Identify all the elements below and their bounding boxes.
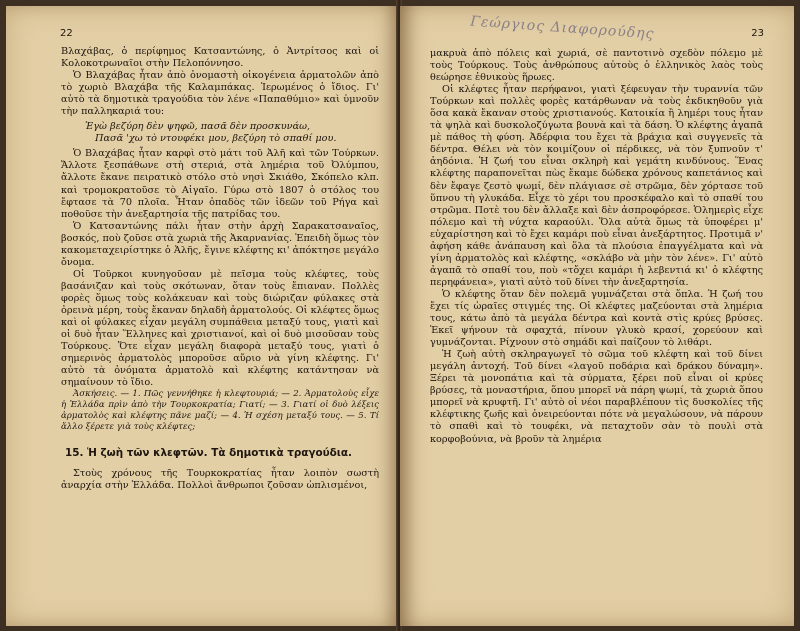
- page-number-left: 22: [60, 28, 73, 39]
- paragraph: Ἡ ζωὴ αὐτὴ σκληραγωγεῖ τὸ σῶμα τοῦ κλέφτη καὶ τοῦ δίνει μεγάλη ἀντοχή. Τοῦ δίνει «λαγοῦ ποδάρια καὶ δράκου δύναμη». Ξέρει τὰ μονοπάτια καὶ τὰ σύρματα, ξέρει ποῦ εἶναι οἱ κρύες βρύσες, τὰ μοναστήρια, ὅπου μπορεῖ νὰ πάρη ψωμί, τὰ χωριὰ ὅπου μπορεῖ νὰ κρυφτῆ. Γι' αὐτὸ οἱ νέοι παραβλέπουν τὶς δυσκολίες τῆς κλέφτικης ζωῆς καὶ ὀνειρεύονται πότε νὰ μεγαλώσουν, νὰ πάρουν τὸ σπαθὶ καὶ τὸ τουφέκι, νὰ πεταχτοῦν σὰν τὸ πουλὶ στὰ κορφοβούνια, νὰ βροῦν τὰ λημέρια: [430, 349, 763, 445]
- exercises: Ἀσκήσεις. — 1. Πῶς γεννήθηκε ἡ κλεφτουριά; — 2. Ἀρματολοὺς εἶχε ἡ Ἑλλάδα πρὶν ἀπὸ τὴν Τουρκοκρατία; Γιατί; — 3. Γιατί οἱ δυὸ λέξεις ἀρματολὸς καὶ κλέφτης πᾶνε μαζί; — 4. Ἡ σχέση μεταξύ τους. — 5. Τί ἄλλο ξέρετε γιὰ τοὺς κλέφτες;: [61, 389, 379, 432]
- handwritten-note: Γεώργιος Διαφορούδης: [469, 13, 655, 43]
- poem-quote: [85, 121, 379, 145]
- left-page-text: [61, 46, 379, 492]
- left-page: [6, 6, 398, 626]
- paragraph: Ὁ Κατσαντώνης πάλι ἦταν στὴν ἀρχὴ Σαρακατσαναῖος, βοσκός, ποὺ ζοῦσε στὰ χωριὰ τῆς Ἀκαρνανίας. Ἐπειδὴ ὅμως τὸν κακομεταχειρίστηκε ὁ Ἀλῆς, ἔγινε κλέφτης κι' ἀπόκτησε μεγάλο ὄνομα.: [61, 220, 379, 268]
- paragraph: Ὁ κλέφτης ὅταν δὲν πολεμᾶ γυμνάζεται στὰ ὅπλα. Ἡ ζωή του ἔχει τίς ὡραῖες στιγμές της. Οἱ κλέφτες μαζεύονται στὰ λημέρια τους, κάτω ἀπὸ τὰ μεγάλα δέντρα καὶ κοντὰ στὶς κρύες βρύσες. Ἐκεῖ ψήνουν τὰ σφαχτά, πίνουν γλυκὸ κρασί, χορεύουν καὶ γυμνάζονται. Ρίχνουν στὸ σημάδι καὶ παίζουν τὸ λιθάρι.: [430, 288, 763, 349]
- section-heading: 15. Ἡ ζωὴ τῶν κλεφτῶν. Τὰ δημοτικὰ τραγούδια.: [65, 446, 352, 459]
- right-page: [400, 6, 794, 626]
- paragraph: Βλαχάβας, ὁ περίφημος Κατσαντώνης, ὁ Ἀντρίτσος καὶ οἱ Κολοκοτρωναῖοι στὴν Πελοπόννησο.: [61, 46, 379, 70]
- paragraph: Οἱ κλέφτες ἦταν περήφανοι, γιατὶ ξέφευγαν τὴν τυραννία τῶν Τούρκων καὶ πολλὲς φορὲς κατάρθωναν νὰ τοὺς ἐκδικηθοῦν γιὰ ὅσα κακὰ ἔκαναν στοὺς χριστιανούς. Κατοικία ἢ λημέρι τους ἦταν τὰ ψηλὰ καὶ δυσκολοζύγωτα βουνὰ καὶ τὰ δάση. Ὁ κλέφτης ἀγαπᾶ μὲ πάθος τὴ φύση. Ἀδέρφια του ἔχει τὰ βράχια καὶ συγγενεῖς τὰ δέντρα. Θέλει νὰ τὸν κοιμίζουν οἱ πέρδικες, νὰ τὸν ξυπνοῦν τ' ἀηδόνια. Ἡ ζωή του εἶναι σκληρὴ καὶ γεμάτη κινδύνους. Ἕνας κλέφτης παραπονεῖται πὼς ἔκαμε δώδεκα χρόνους καπετάνιος καὶ δὲν ἔφαγε ζεστὸ ψωμί, δὲν πλάγιασε σὲ στρῶμα, δὲν χόρτασε τοῦ ὕπνου τὴ γλυκάδα. Εἶχε τὸ χέρι του προσκέφαλο καὶ τὸ σπαθί του στρῶμα. Ποτὲ του δὲν ἄλλαξε καὶ δὲν ἀσπροφόρεσε. Ὁλημερὶς εἶχε πόλεμο καὶ τὴ νύχτα καραούλι. Ὅλα αὐτὰ ὅμως τὰ ὑποφέρει μ' εὐχαρίστηση καὶ τὸ ἔχει καμάρι ποὺ εἶναι ἀνεξάρτητος. Προτιμᾶ ν' ἀφήση κάθε ἀνάπαυση καὶ ὅλα τὰ πλούσια ἐπαγγέλματα καὶ νὰ γίνη ἀρματολὸς καὶ κλέφτης, «σκλάβο νὰ μὴν τὸν λένε». Γι' αὐτὸ ἀγαπᾶ τὸ σπαθί του, ποὺ «τὄχει καμάρι ἡ λεβεντιά κι' ὁ κλέφτης περηφάνεια», γιατὶ αὐτὸ τοῦ δίνει τὴν ἀνεξαρτησία.: [430, 84, 763, 288]
- paragraph: Οἱ Τοῦρκοι κυνηγοῦσαν μὲ πεῖσμα τοὺς κλέφτες, τοὺς βασάνιζαν καὶ τοὺς σκότωναν, ὅταν τοὺς ἔπιαναν. Πολλὲς φορὲς ὅμως τοὺς κολάκευαν καὶ τοὺς διώριζαν φύλακες στὰ ὀρεινὰ μέρη, τοὺς ἔκαναν δηλαδὴ ἀρματολούς. Οἱ κλέφτες ὅμως καὶ οἱ φύλακες εἶχαν μεγάλη συμπάθεια μεταξύ τους, γιατὶ καὶ οἱ δυὸ ἦταν Ἕλληνες καὶ χριστιανοί, καὶ οἱ δυὸ μισοῦσαν τοὺς Τούρκους. Ὅτε εἶχαν μεγάλη διαφορὰ μεταξύ τους, γιατὶ ὁ σημερινὸς ἀρματολὸς μποροῦσε αὔριο νὰ γίνη κλέφτης. Γι' αὐτὸ τὰ ὀνόματα ἀρματολὸ καὶ κλέφτης κατάντησαν νὰ σημαίνουν τὸ ἴδιο.: [61, 268, 379, 389]
- paragraph: Στοὺς χρόνους τῆς Τουρκοκρατίας ἦταν λοιπὸν σωστὴ ἀναρχία στὴν Ἑλλάδα. Πολλοὶ ἄνθρωποι ζοῦσαν ὡπλισμένοι,: [61, 467, 379, 491]
- paragraph: Ὁ Βλαχάβας ἦταν ἀπὸ ὀνομαστὴ οἰκογένεια ἀρματολῶν ἀπὸ τὸ χωριὸ Βλαχάβα τῆς Καλαμπάκας. Ἱερωμένος ὁ ἴδιος. Γι' αὐτὸ τὰ δημοτικὰ τραγούδια τὸν λένε «Παπαθύμιο» καὶ ὑμνοῦν τὴν παλληκαριά του:: [61, 70, 379, 118]
- poem-line: Πασᾶ 'χω τὸ ντουφέκι μου, βεζύρη τὸ σπαθί μου.: [95, 133, 337, 145]
- right-page-text: [430, 48, 763, 446]
- page-number-right: 23: [751, 28, 764, 39]
- paragraph: μακρυὰ ἀπὸ πόλεις καὶ χωριά, σὲ παντοτινὸ σχεδὸν πόλεμο μὲ τοὺς Τούρκους. Τοὺς ἀνθρώπους αὐτοὺς ὁ ἑλληνικὸς λαὸς τοὺς θεώρησε ἐθνικοὺς ἥρωες.: [430, 48, 763, 84]
- paragraph: Ὁ Βλαχάβας ἦταν καρφὶ στὸ μάτι τοῦ Ἀλῆ καὶ τῶν Τούρκων. Ἄλλοτε ξεσπάθωνε στὴ στεριά, στὰ λημέρια τοῦ Ὀλύμπου, ἄλλοτε ἔκανε πειρατικὸ στόλο στὸ νησὶ Σκιάθο, Σκόπελο κλπ. καὶ τρομοκρατοῦσε τὸ Αἰγαῖο. Γύρω στὸ 1807 ὁ στόλος του ἔφτασε τὰ 70 πλοῖα. Ἦταν ὀπαδὸς τῶν ἰδεῶν τοῦ Ρήγα καὶ ποθοῦσε τὴν ἀνεξαρτησία τῆς πατρίδας του.: [61, 148, 379, 220]
- poem-line: Ἐγὼ βεζύρη δὲν ψηφῶ, πασᾶ δὲν προσκυνάω,: [85, 121, 311, 133]
